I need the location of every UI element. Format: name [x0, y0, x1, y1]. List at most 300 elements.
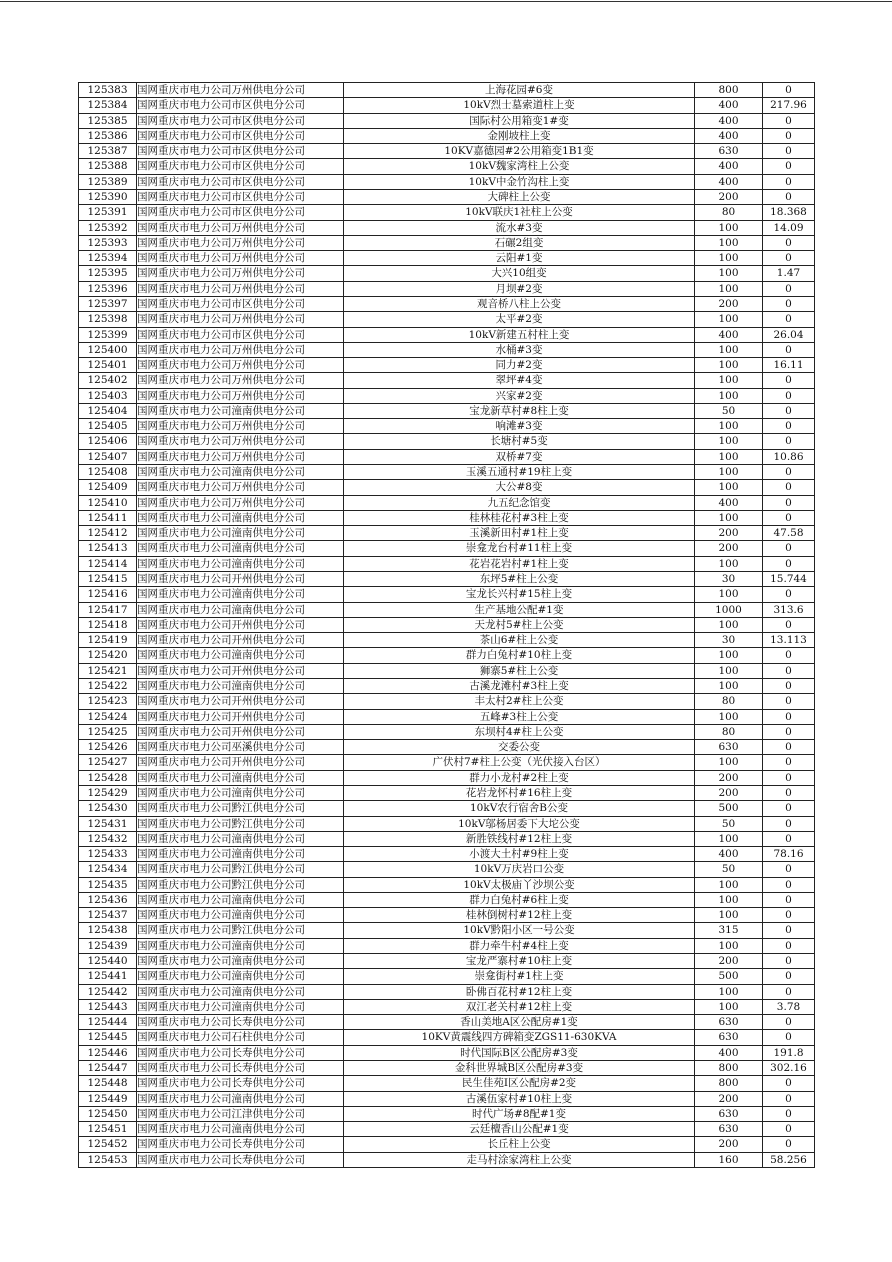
capacity-cell: 160: [695, 1152, 763, 1167]
transformer-name-cell: 卧佛百花村#12柱上变: [344, 984, 695, 999]
row-id-cell: 125415: [79, 572, 137, 587]
value-cell: 0: [763, 908, 815, 923]
table-row: [79, 189, 815, 204]
row-id-cell: 125393: [79, 235, 137, 250]
row-id-cell: 125424: [79, 709, 137, 724]
company-cell: 国网重庆市电力公司黔江供电分公司: [137, 816, 344, 831]
company-cell: 国网重庆市电力公司潼南供电分公司: [137, 770, 344, 785]
table-row: [79, 801, 815, 816]
company-cell: 国网重庆市电力公司长寿供电分公司: [137, 1015, 344, 1030]
capacity-cell: 100: [695, 709, 763, 724]
transformer-name-cell: 长丘柱上公变: [344, 1137, 695, 1152]
transformer-name-cell: 太平#2变: [344, 312, 695, 327]
capacity-cell: 100: [695, 908, 763, 923]
company-cell: 国网重庆市电力公司潼南供电分公司: [137, 954, 344, 969]
company-cell: 国网重庆市电力公司市区供电分公司: [137, 113, 344, 128]
transformer-name-cell: 双桥#7变: [344, 449, 695, 464]
value-cell: 18.368: [763, 205, 815, 220]
company-cell: 国网重庆市电力公司万州供电分公司: [137, 373, 344, 388]
row-id-cell: 125397: [79, 296, 137, 311]
transformer-name-cell: 云廷檀香山公配#1变: [344, 1122, 695, 1137]
company-cell: 国网重庆市电力公司万州供电分公司: [137, 312, 344, 327]
transformer-name-cell: 双江老关村#12柱上变: [344, 999, 695, 1014]
capacity-cell: 630: [695, 1030, 763, 1045]
value-cell: 0: [763, 541, 815, 556]
row-id-cell: 125412: [79, 526, 137, 541]
company-cell: 国网重庆市电力公司开州供电分公司: [137, 709, 344, 724]
capacity-cell: 50: [695, 862, 763, 877]
transformer-name-cell: 10kV邬杨居委下大坨公变: [344, 816, 695, 831]
capacity-cell: 400: [695, 98, 763, 113]
company-cell: 国网重庆市电力公司万州供电分公司: [137, 434, 344, 449]
row-id-cell: 125425: [79, 724, 137, 739]
capacity-cell: 100: [695, 999, 763, 1014]
row-id-cell: 125388: [79, 159, 137, 174]
table-row: [79, 938, 815, 953]
company-cell: 国网重庆市电力公司开州供电分公司: [137, 572, 344, 587]
company-cell: 国网重庆市电力公司市区供电分公司: [137, 159, 344, 174]
table-row: [79, 740, 815, 755]
value-cell: 0: [763, 663, 815, 678]
company-cell: 国网重庆市电力公司黔江供电分公司: [137, 923, 344, 938]
row-id-cell: 125400: [79, 342, 137, 357]
value-cell: 0: [763, 1137, 815, 1152]
capacity-cell: 100: [695, 556, 763, 571]
value-cell: 0: [763, 388, 815, 403]
value-cell: 0: [763, 556, 815, 571]
transformer-name-cell: 上海花园#6变: [344, 83, 695, 98]
row-id-cell: 125413: [79, 541, 137, 556]
value-cell: 0: [763, 862, 815, 877]
capacity-cell: 630: [695, 1015, 763, 1030]
value-cell: 14.09: [763, 220, 815, 235]
company-cell: 国网重庆市电力公司黔江供电分公司: [137, 801, 344, 816]
row-id-cell: 125402: [79, 373, 137, 388]
company-cell: 国网重庆市电力公司潼南供电分公司: [137, 847, 344, 862]
capacity-cell: 400: [695, 113, 763, 128]
table-row: [79, 1106, 815, 1121]
table-row: [79, 709, 815, 724]
value-cell: 0: [763, 128, 815, 143]
company-cell: 国网重庆市电力公司万州供电分公司: [137, 358, 344, 373]
row-id-cell: 125387: [79, 144, 137, 159]
row-id-cell: 125443: [79, 999, 137, 1014]
row-id-cell: 125435: [79, 877, 137, 892]
capacity-cell: 100: [695, 465, 763, 480]
capacity-cell: 100: [695, 480, 763, 495]
capacity-cell: 200: [695, 1091, 763, 1106]
row-id-cell: 125410: [79, 495, 137, 510]
capacity-cell: 500: [695, 801, 763, 816]
table-row: [79, 510, 815, 525]
row-id-cell: 125405: [79, 419, 137, 434]
value-cell: 0: [763, 159, 815, 174]
transformer-name-cell: 崇龛街村#1柱上变: [344, 969, 695, 984]
table-row: [79, 312, 815, 327]
value-cell: 3.78: [763, 999, 815, 1014]
capacity-cell: 630: [695, 740, 763, 755]
value-cell: 0: [763, 770, 815, 785]
value-cell: 0: [763, 480, 815, 495]
capacity-cell: 100: [695, 235, 763, 250]
table-row: [79, 465, 815, 480]
value-cell: 0: [763, 83, 815, 98]
table-row: [79, 1122, 815, 1137]
capacity-cell: 400: [695, 327, 763, 342]
transformer-name-cell: 云阳#1变: [344, 251, 695, 266]
capacity-cell: 400: [695, 847, 763, 862]
row-id-cell: 125449: [79, 1091, 137, 1106]
company-cell: 国网重庆市电力公司市区供电分公司: [137, 327, 344, 342]
row-id-cell: 125407: [79, 449, 137, 464]
row-id-cell: 125430: [79, 801, 137, 816]
value-cell: 0: [763, 678, 815, 693]
table-row: [79, 144, 815, 159]
table-row: [79, 1045, 815, 1060]
table-row: [79, 999, 815, 1014]
capacity-cell: 400: [695, 1045, 763, 1060]
capacity-cell: 400: [695, 495, 763, 510]
transformer-name-cell: 宝龙严寨村#10柱上变: [344, 954, 695, 969]
capacity-cell: 50: [695, 816, 763, 831]
company-cell: 国网重庆市电力公司潼南供电分公司: [137, 1091, 344, 1106]
capacity-cell: 100: [695, 434, 763, 449]
row-id-cell: 125403: [79, 388, 137, 403]
row-id-cell: 125420: [79, 648, 137, 663]
table-row: [79, 541, 815, 556]
table-row: [79, 388, 815, 403]
company-cell: 国网重庆市电力公司长寿供电分公司: [137, 1137, 344, 1152]
value-cell: 0: [763, 1030, 815, 1045]
capacity-cell: 100: [695, 419, 763, 434]
company-cell: 国网重庆市电力公司潼南供电分公司: [137, 465, 344, 480]
capacity-cell: 630: [695, 1106, 763, 1121]
table-row: [79, 251, 815, 266]
company-cell: 国网重庆市电力公司石柱供电分公司: [137, 1030, 344, 1045]
row-id-cell: 125437: [79, 908, 137, 923]
value-cell: 313.6: [763, 602, 815, 617]
company-cell: 国网重庆市电力公司潼南供电分公司: [137, 541, 344, 556]
capacity-cell: 200: [695, 189, 763, 204]
row-id-cell: 125383: [79, 83, 137, 98]
capacity-cell: 100: [695, 510, 763, 525]
value-cell: 15.744: [763, 572, 815, 587]
company-cell: 国网重庆市电力公司潼南供电分公司: [137, 984, 344, 999]
row-id-cell: 125434: [79, 862, 137, 877]
capacity-cell: 100: [695, 938, 763, 953]
row-id-cell: 125411: [79, 510, 137, 525]
capacity-cell: 200: [695, 296, 763, 311]
table-row: [79, 602, 815, 617]
table-row: [79, 724, 815, 739]
row-id-cell: 125432: [79, 831, 137, 846]
transformer-name-cell: 丰太村2#柱上公变: [344, 694, 695, 709]
value-cell: 26.04: [763, 327, 815, 342]
transformer-name-cell: 天龙村5#柱上公变: [344, 617, 695, 632]
value-cell: 0: [763, 587, 815, 602]
value-cell: 0: [763, 373, 815, 388]
company-cell: 国网重庆市电力公司开州供电分公司: [137, 633, 344, 648]
company-cell: 国网重庆市电力公司市区供电分公司: [137, 98, 344, 113]
value-cell: 0: [763, 709, 815, 724]
value-cell: 0: [763, 1015, 815, 1030]
company-cell: 国网重庆市电力公司万州供电分公司: [137, 495, 344, 510]
transformer-name-cell: 群力小龙村#2柱上变: [344, 770, 695, 785]
transformer-name-cell: 同力#2变: [344, 358, 695, 373]
capacity-cell: 100: [695, 220, 763, 235]
value-cell: 0: [763, 419, 815, 434]
table-row: [79, 755, 815, 770]
row-id-cell: 125427: [79, 755, 137, 770]
row-id-cell: 125386: [79, 128, 137, 143]
company-cell: 国网重庆市电力公司潼南供电分公司: [137, 510, 344, 525]
transformer-name-cell: 流水#3变: [344, 220, 695, 235]
value-cell: 0: [763, 1106, 815, 1121]
table-row: [79, 113, 815, 128]
transformer-name-cell: 生产基地公配#1变: [344, 602, 695, 617]
table-row: [79, 1076, 815, 1091]
company-cell: 国网重庆市电力公司长寿供电分公司: [137, 1076, 344, 1091]
row-id-cell: 125428: [79, 770, 137, 785]
capacity-cell: 800: [695, 83, 763, 98]
table-row: [79, 403, 815, 418]
company-cell: 国网重庆市电力公司开州供电分公司: [137, 617, 344, 632]
capacity-cell: 100: [695, 892, 763, 907]
value-cell: 302.16: [763, 1061, 815, 1076]
table-row: [79, 434, 815, 449]
capacity-cell: 80: [695, 724, 763, 739]
row-id-cell: 125392: [79, 220, 137, 235]
table-row: [79, 770, 815, 785]
table-row: [79, 1152, 815, 1167]
table-row: [79, 1137, 815, 1152]
row-id-cell: 125399: [79, 327, 137, 342]
capacity-cell: 50: [695, 403, 763, 418]
transformer-name-cell: 玉溪新田村#1柱上变: [344, 526, 695, 541]
table-row: [79, 1061, 815, 1076]
row-id-cell: 125448: [79, 1076, 137, 1091]
transformer-name-cell: 金刚坡柱上变: [344, 128, 695, 143]
capacity-cell: 80: [695, 205, 763, 220]
value-cell: 0: [763, 495, 815, 510]
row-id-cell: 125422: [79, 678, 137, 693]
transformer-name-cell: 10kV太极庙丫沙坝公变: [344, 877, 695, 892]
transformer-name-cell: 古溪龙滩村#3柱上变: [344, 678, 695, 693]
capacity-cell: 400: [695, 174, 763, 189]
company-cell: 国网重庆市电力公司万州供电分公司: [137, 266, 344, 281]
company-cell: 国网重庆市电力公司市区供电分公司: [137, 189, 344, 204]
company-cell: 国网重庆市电力公司万州供电分公司: [137, 235, 344, 250]
company-cell: 国网重庆市电力公司江津供电分公司: [137, 1106, 344, 1121]
row-id-cell: 125429: [79, 785, 137, 800]
table-row: [79, 419, 815, 434]
row-id-cell: 125419: [79, 633, 137, 648]
company-cell: 国网重庆市电力公司万州供电分公司: [137, 419, 344, 434]
value-cell: 217.96: [763, 98, 815, 113]
table-row: [79, 969, 815, 984]
table-row: [79, 174, 815, 189]
transformer-name-cell: 花岩龙怀村#16柱上变: [344, 785, 695, 800]
capacity-cell: 315: [695, 923, 763, 938]
row-id-cell: 125394: [79, 251, 137, 266]
row-id-cell: 125447: [79, 1061, 137, 1076]
transformer-name-cell: 10kV魏家湾柱上公变: [344, 159, 695, 174]
transformer-name-cell: 时代广场#8配#1变: [344, 1106, 695, 1121]
table-row: [79, 281, 815, 296]
transformer-name-cell: 小渡大土村#9柱上变: [344, 847, 695, 862]
table-row: [79, 220, 815, 235]
capacity-cell: 630: [695, 144, 763, 159]
row-id-cell: 125401: [79, 358, 137, 373]
value-cell: 78.16: [763, 847, 815, 862]
transformer-name-cell: 10kV中金竹沟柱上变: [344, 174, 695, 189]
transformer-name-cell: 10kV农行宿舍B公变: [344, 801, 695, 816]
company-cell: 国网重庆市电力公司开州供电分公司: [137, 755, 344, 770]
value-cell: 0: [763, 174, 815, 189]
company-cell: 国网重庆市电力公司潼南供电分公司: [137, 892, 344, 907]
table-row: [79, 327, 815, 342]
table-row: [79, 663, 815, 678]
table-row: [79, 877, 815, 892]
transformer-name-cell: 金科世界城B区公配房#3变: [344, 1061, 695, 1076]
value-cell: 0: [763, 923, 815, 938]
value-cell: 191.8: [763, 1045, 815, 1060]
table-row: [79, 633, 815, 648]
company-cell: 国网重庆市电力公司潼南供电分公司: [137, 908, 344, 923]
transformer-name-cell: 宝龙新草村#8柱上变: [344, 403, 695, 418]
row-id-cell: 125416: [79, 587, 137, 602]
capacity-cell: 400: [695, 128, 763, 143]
capacity-cell: 100: [695, 358, 763, 373]
value-cell: 0: [763, 755, 815, 770]
table-body: [79, 83, 815, 1168]
table-row: [79, 862, 815, 877]
transformer-name-cell: 宝龙长兴村#15柱上变: [344, 587, 695, 602]
row-id-cell: 125426: [79, 740, 137, 755]
table-row: [79, 954, 815, 969]
row-id-cell: 125384: [79, 98, 137, 113]
company-cell: 国网重庆市电力公司潼南供电分公司: [137, 999, 344, 1014]
table-row: [79, 892, 815, 907]
row-id-cell: 125391: [79, 205, 137, 220]
table-row: [79, 159, 815, 174]
row-id-cell: 125417: [79, 602, 137, 617]
company-cell: 国网重庆市电力公司潼南供电分公司: [137, 938, 344, 953]
table-row: [79, 128, 815, 143]
table-row: [79, 785, 815, 800]
transformer-name-cell: 桂林倒树村#12柱上变: [344, 908, 695, 923]
company-cell: 国网重庆市电力公司潼南供电分公司: [137, 526, 344, 541]
company-cell: 国网重庆市电力公司潼南供电分公司: [137, 648, 344, 663]
transformer-name-cell: 五峰#3柱上公变: [344, 709, 695, 724]
table-row: [79, 1030, 815, 1045]
company-cell: 国网重庆市电力公司潼南供电分公司: [137, 403, 344, 418]
company-cell: 国网重庆市电力公司长寿供电分公司: [137, 1061, 344, 1076]
transformer-name-cell: 崇龛龙台村#11柱上变: [344, 541, 695, 556]
value-cell: 13.113: [763, 633, 815, 648]
company-cell: 国网重庆市电力公司市区供电分公司: [137, 296, 344, 311]
table-row: [79, 847, 815, 862]
table-row: [79, 296, 815, 311]
company-cell: 国网重庆市电力公司潼南供电分公司: [137, 831, 344, 846]
value-cell: 0: [763, 938, 815, 953]
row-id-cell: 125418: [79, 617, 137, 632]
transformer-name-cell: 石碾2组变: [344, 235, 695, 250]
transformer-name-cell: 大公#8变: [344, 480, 695, 495]
transformer-name-cell: 民生佳苑I区公配房#2变: [344, 1076, 695, 1091]
capacity-cell: 100: [695, 877, 763, 892]
table-row: [79, 648, 815, 663]
table-row: [79, 373, 815, 388]
row-id-cell: 125389: [79, 174, 137, 189]
company-cell: 国网重庆市电力公司潼南供电分公司: [137, 1122, 344, 1137]
value-cell: 0: [763, 724, 815, 739]
table-row: [79, 984, 815, 999]
transformer-name-cell: 国际村公用箱变1#变: [344, 113, 695, 128]
table-row: [79, 235, 815, 250]
capacity-cell: 100: [695, 984, 763, 999]
transformer-name-cell: 10KV嘉德园#2公用箱变1B1变: [344, 144, 695, 159]
company-cell: 国网重庆市电力公司万州供电分公司: [137, 220, 344, 235]
capacity-cell: 100: [695, 831, 763, 846]
value-cell: 0: [763, 312, 815, 327]
row-id-cell: 125414: [79, 556, 137, 571]
company-cell: 国网重庆市电力公司市区供电分公司: [137, 144, 344, 159]
company-cell: 国网重庆市电力公司潼南供电分公司: [137, 969, 344, 984]
row-id-cell: 125431: [79, 816, 137, 831]
transformer-name-cell: 大兴10组变: [344, 266, 695, 281]
row-id-cell: 125444: [79, 1015, 137, 1030]
transformer-name-cell: 10KV黄震线四方碑箱变ZGS11-630KVA: [344, 1030, 695, 1045]
capacity-cell: 100: [695, 312, 763, 327]
transformer-name-cell: 10kV联庆1社柱上公变: [344, 205, 695, 220]
transformer-name-cell: 群力牵牛村#4柱上变: [344, 938, 695, 953]
company-cell: 国网重庆市电力公司潼南供电分公司: [137, 785, 344, 800]
capacity-cell: 200: [695, 526, 763, 541]
value-cell: 0: [763, 1076, 815, 1091]
capacity-cell: 100: [695, 648, 763, 663]
capacity-cell: 100: [695, 663, 763, 678]
capacity-cell: 100: [695, 678, 763, 693]
value-cell: 0: [763, 465, 815, 480]
transformer-name-cell: 新胜铁线村#12柱上变: [344, 831, 695, 846]
page-top-rule: [0, 1, 892, 2]
transformer-name-cell: 月坝#2变: [344, 281, 695, 296]
table-row: [79, 617, 815, 632]
transformer-name-cell: 时代国际B区公配房#3变: [344, 1045, 695, 1060]
value-cell: 0: [763, 403, 815, 418]
transformer-name-cell: 花岩花岩村#1柱上变: [344, 556, 695, 571]
transformer-name-cell: 水桶#3变: [344, 342, 695, 357]
value-cell: 0: [763, 877, 815, 892]
transformer-name-cell: 九五纪念馆变: [344, 495, 695, 510]
value-cell: 0: [763, 144, 815, 159]
value-cell: 16.11: [763, 358, 815, 373]
capacity-cell: 100: [695, 388, 763, 403]
value-cell: 47.58: [763, 526, 815, 541]
capacity-cell: 200: [695, 954, 763, 969]
transformer-name-cell: 广伏村7#柱上公变（光伏接入台区）: [344, 755, 695, 770]
company-cell: 国网重庆市电力公司潼南供电分公司: [137, 602, 344, 617]
value-cell: 0: [763, 617, 815, 632]
transformer-name-cell: 香山美地A区公配房#1变: [344, 1015, 695, 1030]
value-cell: 1.47: [763, 266, 815, 281]
table-row: [79, 556, 815, 571]
company-cell: 国网重庆市电力公司万州供电分公司: [137, 449, 344, 464]
capacity-cell: 100: [695, 251, 763, 266]
table-row: [79, 449, 815, 464]
value-cell: 0: [763, 434, 815, 449]
